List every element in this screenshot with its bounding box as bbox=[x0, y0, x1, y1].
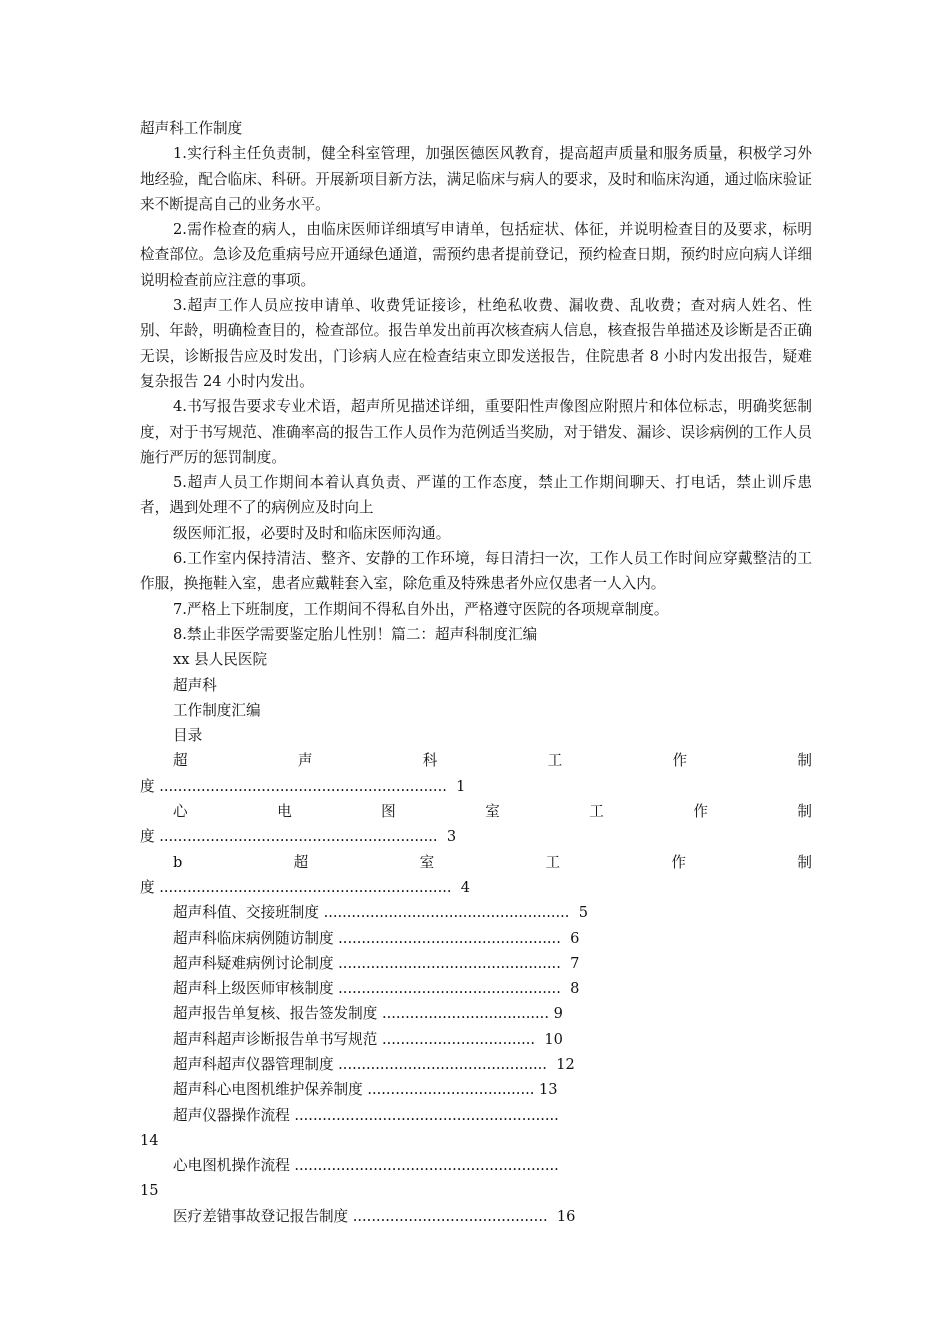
document-title: 超声科工作制度 bbox=[140, 120, 243, 137]
toc-line: 度 ............................................................ 3 bbox=[140, 828, 457, 846]
toc-entry: 超声科疑难病例讨论制度 ................................................ 7 bbox=[173, 954, 580, 972]
paragraph: 8.禁止非医学需要鉴定胎儿性别！篇二：超声科制度汇编 bbox=[173, 625, 538, 643]
document-page bbox=[140, 116, 812, 1229]
toc-char: 科 bbox=[422, 752, 438, 770]
toc-char: 心 bbox=[173, 803, 188, 821]
toc-char: 工 bbox=[589, 803, 604, 821]
toc-page-number: 14 bbox=[140, 1131, 159, 1149]
paragraph: 2.需作检查的病人，由临床医师详细填写申请单，包括症状、体征，并说明检查目的及要求，标明检查部位。急诊及危重病号应开通绿色通道，需预约患者提前登记，预约检查日期，预约时应向病人详细说明检查前应注意的事项。 bbox=[140, 221, 812, 289]
toc-char: b bbox=[173, 853, 183, 871]
hospital-name: xx 县人民医院 bbox=[173, 651, 268, 669]
table-of-contents bbox=[140, 748, 812, 1229]
paragraph: 6.工作室内保持清洁、整齐、安静的工作环境，每日清扫一次，工作人员工作时间应穿戴整洁的工作服，换拖鞋入室，患者应戴鞋套入室，除危重及特殊患者外应仅患者一人入内。 bbox=[140, 550, 812, 593]
paragraph: 4.书写报告要求专业术语，超声所见描述详细，重要阳性声像图应附照片和体位标志，明确奖惩制度，对于书写规范、准确率高的报告工作人员作为范例适当奖励，对于错发、漏诊、误诊病例的工作人员施行严厉的惩罚制度。 bbox=[140, 398, 812, 466]
toc-spread-entry bbox=[140, 799, 812, 850]
toc-spread-entry bbox=[140, 850, 812, 901]
toc-spread-row bbox=[140, 850, 812, 875]
toc-char: 工 bbox=[545, 853, 561, 871]
toc-char: 电 bbox=[277, 803, 292, 821]
toc-entry: 医疗差错事故登记报告制度 .......................................... 16 bbox=[173, 1207, 576, 1225]
toc-char: 超 bbox=[173, 752, 188, 770]
toc-entry: 超声科超声仪器管理制度 ............................................. 12 bbox=[173, 1055, 575, 1073]
paragraph-continuation: 级医师汇报，必要时及时和临床医师沟通。 bbox=[173, 524, 451, 542]
toc-entry-text: 心电图机操作流程 ......................................................... bbox=[173, 1157, 559, 1175]
toc-char: 作 bbox=[693, 803, 708, 821]
toc-char: 工 bbox=[547, 752, 563, 770]
toc-page-number: 15 bbox=[140, 1182, 159, 1200]
toc-entry-text: 超声仪器操作流程 ......................................................... bbox=[173, 1106, 559, 1124]
toc-spread-entry bbox=[140, 748, 812, 799]
toc-char: 室 bbox=[485, 803, 500, 821]
toc-entry: 超声科上级医师审核制度 ................................................ 8 bbox=[173, 980, 580, 998]
toc-line: 度 ............................................................... 4 bbox=[140, 878, 471, 896]
toc-entry: 超声科值、交接班制度 ..................................................... 5 bbox=[173, 904, 589, 922]
toc-char: 图 bbox=[381, 803, 396, 821]
toc-char: 制 bbox=[797, 803, 812, 821]
compilation-title: 工作制度汇编 bbox=[173, 701, 261, 719]
paragraph: 1.实行科主任负责制，健全科室管理，加强医德医风教育，提高超声质量和服务质量，积极学习外地经验，配合临床、科研。开展新项目新方法，满足临床与病人的要求，及时和临床沟通，通过临床验证来不断提高自己的业务水平。 bbox=[140, 145, 812, 213]
toc-char: 超 bbox=[293, 853, 309, 871]
toc-char: 制 bbox=[797, 752, 812, 770]
toc-entry: 超声报告单复核、报告签发制度 .................................... 9 bbox=[173, 1005, 563, 1023]
paragraph: 7.严格上下班制度，工作期间不得私自外出，严格遵守医院的各项规章制度。 bbox=[173, 600, 669, 618]
toc-line: 度 .............................................................. 1 bbox=[140, 777, 466, 795]
paragraph: 5.超声人员工作期间本着认真负责、严谨的工作态度，禁止工作期间聊天、打电话，禁止训斥患者，遇到处理不了的病例应及时向上 bbox=[140, 474, 812, 517]
paragraph: 3.超声工作人员应按申请单、收费凭证接诊，杜绝私收费、漏收费、乱收费；查对病人姓名、性别、年龄，明确检查目的，检查部位。报告单发出前再次核查病人信息，核查报告单描述及诊断是否正确无误，诊断报告应及时发出，门诊病人应在检查结束立即发送报告，住院患者 8 小时内发出报告，疑难复杂报告 24 小时内发出。 bbox=[140, 297, 812, 390]
toc-char: 制 bbox=[797, 853, 812, 871]
toc-heading: 目录 bbox=[173, 727, 203, 745]
toc-char: 室 bbox=[419, 853, 435, 871]
toc-spread-row bbox=[140, 748, 812, 773]
toc-entry: 超声科临床病例随访制度 ................................................ 6 bbox=[173, 929, 580, 947]
toc-wrapped-entry bbox=[140, 1103, 812, 1154]
toc-char: 声 bbox=[297, 752, 313, 770]
department-name: 超声科 bbox=[173, 676, 217, 694]
toc-entry: 超声科超声诊断报告单书写规范 ................................. 10 bbox=[173, 1030, 563, 1048]
toc-entry: 超声科心电图机维护保养制度 .................................... 13 bbox=[173, 1081, 558, 1099]
toc-char: 作 bbox=[672, 752, 688, 770]
toc-spread-row bbox=[140, 799, 812, 824]
toc-char: 作 bbox=[671, 853, 687, 871]
toc-wrapped-entry bbox=[140, 1153, 812, 1204]
